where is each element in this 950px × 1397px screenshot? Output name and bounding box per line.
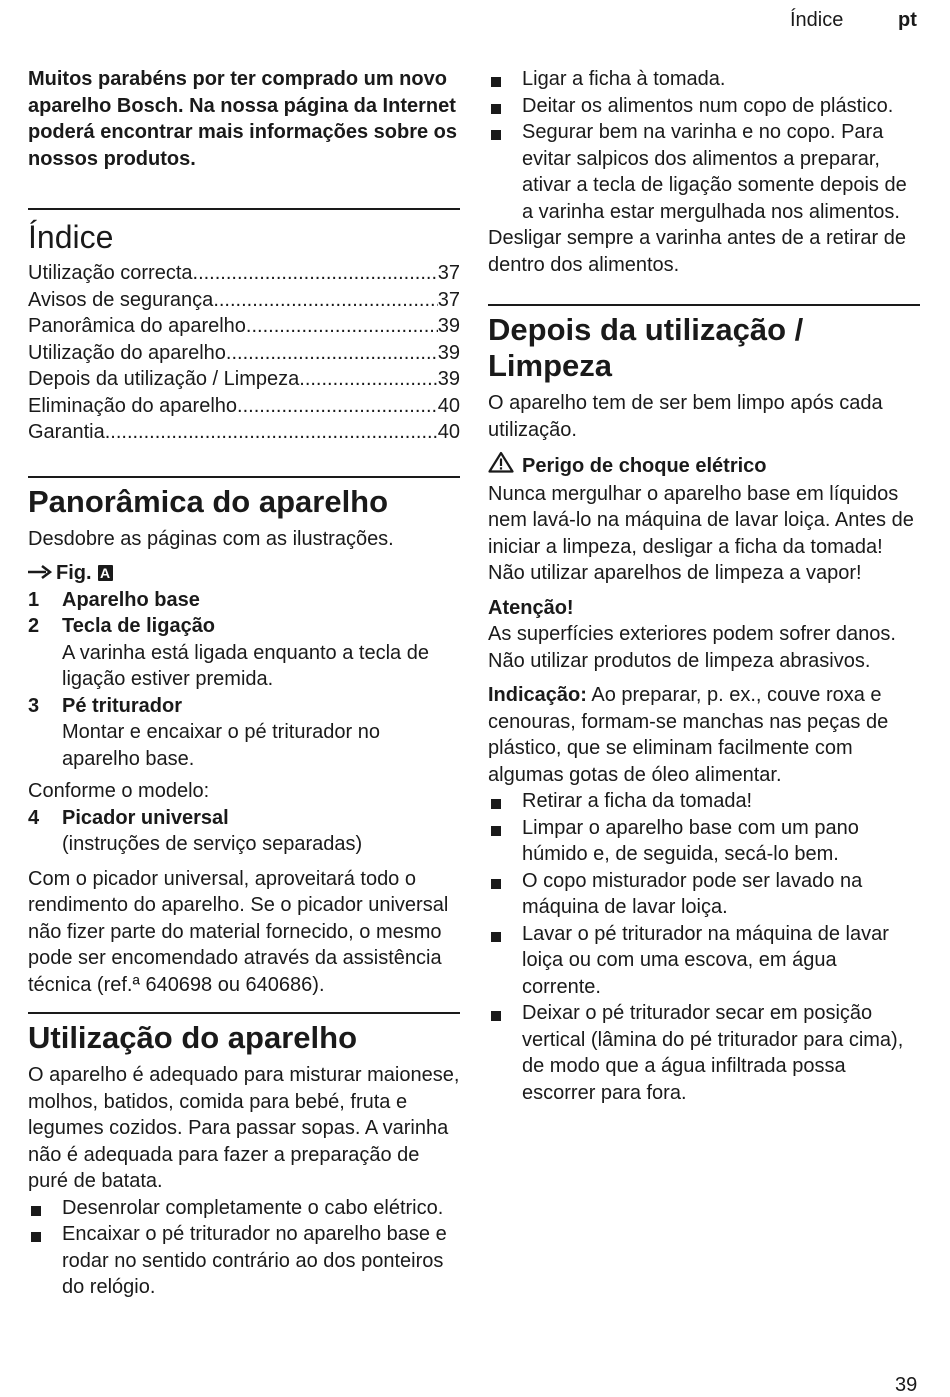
index-entry-page: 37 (437, 288, 460, 311)
usage-step-text: Deitar os alimentos num copo de plástico. (522, 94, 894, 117)
bullet-square-icon (28, 1221, 62, 1301)
attention-title: Atenção! (488, 596, 574, 619)
part-description: (instruções de serviço separadas) (62, 833, 363, 855)
index-entry-page: 39 (437, 368, 460, 390)
index-list (28, 260, 460, 446)
bullet-square-icon (488, 788, 522, 815)
note-label: Indicação: (488, 684, 587, 706)
index-entry-leader (226, 340, 438, 367)
index-entry[interactable] (28, 419, 460, 446)
index-entry-leader (193, 260, 438, 287)
bullet-square-icon (488, 1000, 522, 1106)
section-divider (28, 1012, 460, 1014)
note-paragraph (488, 682, 920, 788)
cleaning-heading: Depois da utilização / Limpeza (488, 312, 804, 383)
part-number: 2 (28, 615, 40, 637)
index-entry-label: Avisos de segurança (28, 288, 214, 311)
index-entry-label: Eliminação do aparelho (28, 394, 238, 417)
part-item (28, 587, 460, 614)
part-description: Montar e encaixar o pé triturador no aparelho base. (62, 721, 380, 770)
model-note: Conforme o modelo: (28, 780, 210, 802)
cleaning-step-text: Deixar o pé triturador secar em posição vertical (lâmina do pé triturador para cima), de modo que a água infiltrada possa escorrer para fora. (522, 1002, 904, 1104)
usage-step (488, 66, 920, 93)
note-text: Ao preparar, p. ex., couve roxa e cenouras, formam-se manchas nas peças de plástico, que se eliminam facilmente com algumas gotas de óleo alimentar. (488, 684, 889, 786)
index-entry[interactable] (28, 340, 460, 367)
cleaning-step-text: Lavar o pé triturador na máquina de lavar loiça ou com uma escova, em água corrente. (522, 922, 889, 998)
section-divider (28, 208, 460, 210)
usage-step-text: Encaixar o pé triturador no aparelho base e rodar no sentido contrário ao dos ponteiros do relógio. (62, 1223, 447, 1298)
warning-text: Nunca mergulhar o aparelho base em líquidos nem lavá-lo na máquina de lavar loiça. Antes de iniciar a limpeza, desligar a ficha da tomada! Não utilizar aparelhos de limpeza a vapor! (488, 482, 914, 584)
part-title: Picador universal (62, 806, 229, 829)
index-entry[interactable] (28, 260, 460, 287)
bullet-square-icon (488, 815, 522, 868)
section-divider (488, 304, 920, 306)
index-entry-leader (237, 393, 438, 420)
bullet-square-icon (488, 868, 522, 921)
right-column (488, 66, 920, 1106)
bullet-square-icon (488, 119, 522, 225)
index-entry-leader (299, 366, 437, 393)
figure-letter-badge: A (98, 565, 113, 581)
usage-step (28, 1221, 460, 1301)
part-number: 4 (28, 806, 40, 829)
overview-text: Desdobre as páginas com as ilustrações. (28, 527, 394, 550)
part-item (28, 693, 460, 773)
index-entry[interactable] (28, 287, 460, 314)
page-number: 39 (895, 1374, 918, 1396)
index-entry-leader (246, 313, 438, 340)
usage-intro: O aparelho é adequado para misturar maionese, molhos, batidos, comida para bebé, fruta e legumes cozidos. Para passar sopas. A varinha não é adequada para fazer a preparação de puré de batata. (28, 1064, 460, 1192)
usage-step-text: Desenrolar completamente o cabo elétrico. (62, 1196, 444, 1219)
intro-paragraph: Muitos parabéns por ter comprado um novo aparelho Bosch. Na nossa página da Internet poderá encontrar mais informações sobre os nossos produtos. (28, 68, 458, 170)
index-entry-label: Panorâmica do aparelho (28, 315, 246, 337)
cleaning-step (488, 1000, 920, 1106)
index-entry[interactable] (28, 366, 460, 393)
cleaning-step (488, 868, 920, 921)
index-entry-label: Utilização correcta (28, 262, 193, 284)
cleaning-step (488, 921, 920, 1001)
index-entry-page: 40 (437, 394, 460, 417)
attention-text: As superfícies exteriores podem sofrer danos. Não utilizar produtos de limpeza abrasivos. (488, 623, 896, 672)
index-entry-label: Depois da utilização / Limpeza (28, 368, 300, 390)
index-entry-page: 39 (437, 341, 460, 364)
warning-heading (488, 451, 920, 481)
usage-step (488, 93, 920, 120)
usage-step-text: Segurar bem na varinha e no copo. Para evitar salpicos dos alimentos a preparar, ativar a tecla de ligação somente depois de a varinha estar mergulhada nos alimentos. (522, 121, 907, 223)
index-entry[interactable] (28, 313, 460, 340)
part-title: Pé triturador (62, 694, 183, 717)
part-item (28, 613, 460, 693)
part-item (28, 805, 460, 858)
bullet-square-icon (488, 66, 522, 93)
left-column (28, 66, 460, 1301)
section-divider (28, 476, 460, 478)
index-entry-leader (105, 419, 438, 446)
usage-heading: Utilização do aparelho (28, 1020, 358, 1055)
bullet-square-icon (488, 93, 522, 120)
part-number: 3 (28, 694, 40, 717)
header-section-title: Índice (790, 9, 844, 31)
figure-label: Fig. (56, 562, 92, 584)
bullet-square-icon (488, 921, 522, 1001)
warning-title: Perigo de choque elétrico (522, 454, 767, 477)
arrow-right-icon (28, 560, 56, 587)
usage-step (28, 1195, 460, 1222)
usage-step (488, 119, 920, 225)
cleaning-step (488, 788, 920, 815)
index-entry-label: Utilização do aparelho (28, 341, 226, 364)
index-entry[interactable] (28, 393, 460, 420)
part-number: 1 (28, 588, 40, 611)
header-language-code: pt (898, 9, 917, 31)
cleaning-step (488, 815, 920, 868)
index-heading: Índice (28, 219, 114, 255)
warning-triangle-icon (488, 451, 514, 481)
index-entry-label: Garantia (28, 421, 105, 443)
figure-reference (28, 560, 460, 587)
part-description: A varinha está ligada enquanto a tecla de ligação estiver premida. (62, 641, 429, 690)
index-entry-page: 37 (437, 262, 460, 284)
part-title: Tecla de ligação (62, 615, 216, 637)
cleaning-step-text: Retirar a ficha da tomada! (522, 790, 753, 812)
index-entry-leader (213, 287, 437, 314)
overview-heading: Panorâmica do aparelho (28, 483, 389, 519)
overview-closing: Com o picador universal, aproveitará todo o rendimento do aparelho. Se o picador universal não fizer parte do material fornecido, o mesmo pode ser encomendado através da assistência técnica (ref.ª 640698 ou 640686). (28, 867, 449, 996)
usage-step-text: Ligar a ficha à tomada. (522, 68, 726, 90)
bullet-square-icon (28, 1195, 62, 1222)
usage-closing: Desligar sempre a varinha antes de a retirar de dentro dos alimentos. (488, 227, 906, 276)
part-title: Aparelho base (62, 588, 200, 611)
index-entry-page: 40 (437, 421, 460, 443)
cleaning-intro: O aparelho tem de ser bem limpo após cada utilização. (488, 392, 883, 441)
cleaning-step-text: Limpar o aparelho base com um pano húmido e, de seguida, secá-lo bem. (522, 816, 859, 865)
cleaning-step-text: O copo misturador pode ser lavado na máquina de lavar loiça. (522, 869, 863, 918)
index-entry-page: 39 (437, 315, 460, 337)
